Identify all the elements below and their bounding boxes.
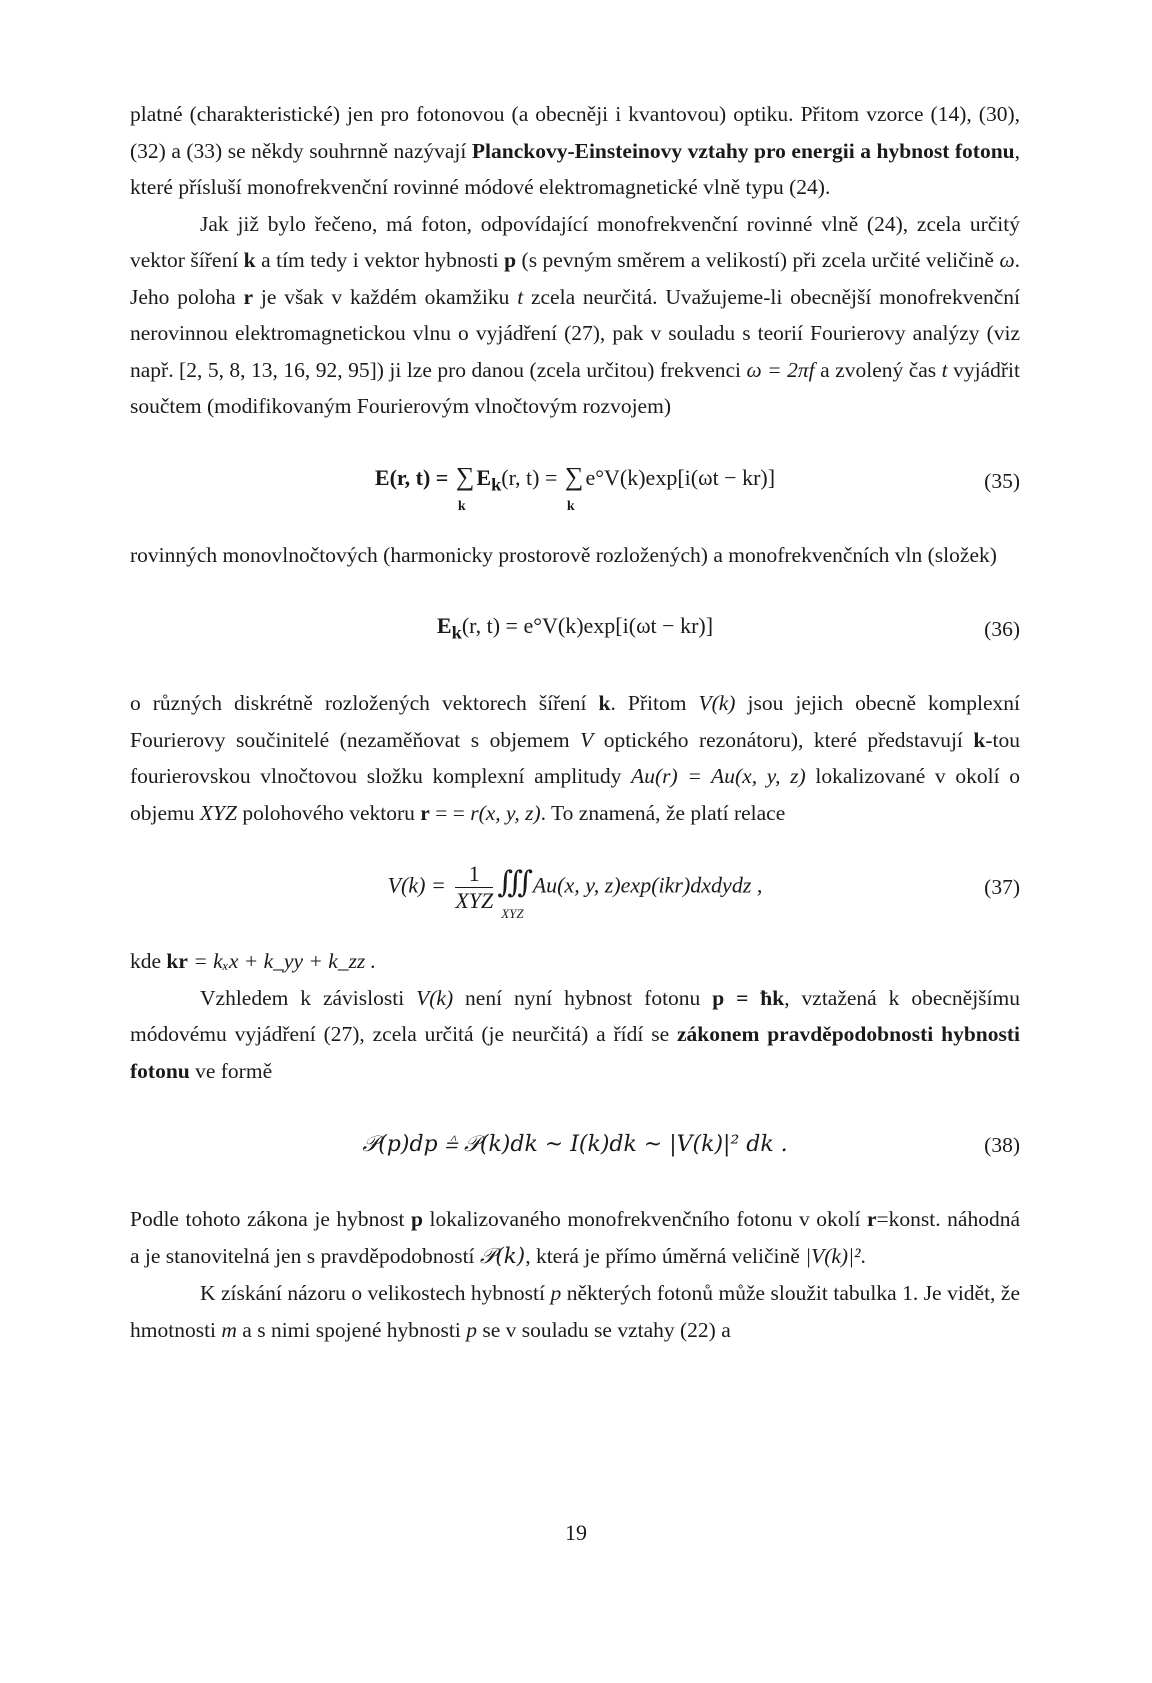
equation-body: [437, 608, 713, 651]
symbol: k: [973, 727, 986, 752]
text: , která je přímo úměrná veličině: [525, 1243, 806, 1268]
equation-38: [130, 1089, 1020, 1201]
integral-sign: ∭: [497, 866, 533, 900]
symbol: XYZ: [199, 800, 237, 825]
symbol: r: [243, 284, 254, 309]
text: a zvolený čas: [814, 357, 942, 382]
eq-sub: k: [491, 473, 502, 494]
text: . Přitom: [610, 691, 699, 715]
symbol: r: [867, 1207, 877, 1231]
paragraph-3: rovinných monovlnočtových (harmonicky prostorově rozložených) a monofrekvenčních vln (složek): [130, 542, 997, 567]
inline-formula: = kₓx + k_yy + k_zz .: [187, 949, 377, 973]
text: (s pevným směrem a velikostí) při zcela určité veličině: [516, 248, 1000, 272]
integral-domain: XYZ: [501, 906, 524, 922]
symbol: V: [580, 727, 594, 752]
text: . Jeho poloha: [130, 248, 1020, 309]
text: K získání názoru o velikostech hybností: [200, 1281, 551, 1305]
page-number: 19: [565, 1520, 587, 1545]
eq-rhs: e°V(k)exp[i(ωt − kr)]: [523, 612, 714, 638]
equation-number: (35): [984, 468, 1020, 493]
eq-lhs: V(k) =: [387, 872, 452, 898]
text: ve formě: [189, 1058, 273, 1083]
equation-36: [130, 573, 1020, 685]
equation-number: (38): [984, 1132, 1020, 1157]
text: , které přísluší monofrekvenční rovinné módové elektromagnetické vlně typu (24).: [130, 138, 1021, 199]
inline-formula: V(k): [698, 691, 736, 715]
text: zcela neurčitá. Uvažujeme-li obecnější monofrekvenční nerovinnou elektromagnetickou vlnu o vyjádření (27), pak v souladu s teorií Fourierovy analýzy (viz např. [2, 5, 8, 13, 16, 92, 95]) ji lze pro danou (zcela určitou) frekvenci: [130, 284, 1021, 382]
inline-formula: V(k): [416, 985, 454, 1010]
equation-35: [130, 425, 1020, 537]
symbol: r: [420, 800, 430, 825]
inline-formula: Au(r) = Au(x, y, z): [631, 764, 806, 788]
symbol: p: [466, 1317, 477, 1342]
eq-args: (r, t) =: [461, 612, 524, 638]
text: a tím tedy i vektor hybnosti: [255, 248, 505, 272]
text: kde: [130, 949, 167, 973]
eq-mid: E: [476, 464, 492, 490]
text: Vzhledem k závislosti: [200, 985, 417, 1010]
inline-formula: r(x, y, z): [470, 800, 541, 825]
symbol: m: [221, 1317, 237, 1342]
text: lokalizované v okolí o objemu: [130, 764, 1020, 825]
equation-number: (37): [984, 874, 1020, 899]
equation-37: [130, 831, 1020, 943]
triple-integral: [497, 866, 533, 922]
paragraph-6: [130, 980, 1020, 1090]
text: optického rezonátoru), které představují: [593, 727, 974, 752]
sum-sign: ∑ k: [565, 459, 584, 496]
equation-body: [387, 860, 763, 922]
equation-body: 𝒫(p)dp ≙ 𝒫(k)dk ~ I(k)dk ~ |V(k)|² dk .: [362, 1131, 788, 1157]
symbol: p: [550, 1281, 562, 1305]
text: polohového vektoru: [236, 800, 421, 825]
text: o různých diskrétně rozložených vektorech šíření: [130, 691, 599, 715]
equation-body: [374, 459, 776, 514]
inline-formula: p = ħk: [712, 985, 785, 1010]
sum-sign: ∑ k: [456, 459, 475, 496]
text: .: [860, 1243, 866, 1268]
text: se v souladu se vztahy (22) a: [477, 1317, 731, 1342]
text: , vztažená k obecnějšímu módovému vyjádření (27), zcela určitá (je neurčitá) a řídí se: [130, 985, 1020, 1046]
paragraph-2: [130, 206, 1020, 425]
fraction: [455, 861, 493, 914]
eq-lhs: E: [436, 612, 452, 638]
fraction-numerator: 1: [455, 861, 493, 888]
fraction-denominator: XYZ: [455, 887, 494, 913]
symbol: k: [243, 248, 256, 272]
text: . To znamená, že platí relace: [540, 800, 786, 825]
text: lokalizovaného monofrekvenčního fotonu v okolí: [423, 1207, 867, 1231]
inline-formula: ω = 2πf: [746, 357, 815, 382]
equation-number: (36): [984, 616, 1020, 641]
symbol: kr: [166, 949, 188, 973]
symbol: ω: [999, 248, 1015, 272]
eq-sub: k: [451, 621, 462, 642]
text: =konst. náhodná a je stanovitelná jen s pravděpodobností: [130, 1207, 1020, 1268]
paragraph-7: [130, 1201, 1020, 1275]
text: některých fotonů může sloužit tabulka 1. Je vidět, že hmotnosti: [130, 1281, 1020, 1342]
paragraph-5: [130, 943, 1020, 980]
paragraph-1: [130, 96, 1020, 206]
symbol: t: [517, 284, 524, 309]
eq-lhs: E(r, t) =: [374, 464, 454, 490]
text: je však v každém okamžiku: [253, 284, 518, 309]
paragraph-8: [130, 1275, 1020, 1348]
bold-term: Planckovy-Einsteinovy vztahy pro energii a hybnost fotonu: [471, 138, 1015, 163]
text: jsou jejich obecně komplexní Fourierovy součinitelé (nezaměňovat s objemem: [130, 691, 1020, 752]
text: vyjádřit součtem (modifikovaným Fourierovým vlnočtovým rozvojem): [130, 357, 1020, 418]
text: -tou fourierovskou vlnočtovou složku komplexní amplitudy: [130, 727, 1020, 788]
text: = =: [429, 800, 471, 825]
eq-rhs: e°V(k)exp[i(ωt − kr)]: [585, 464, 776, 490]
text: Podle tohoto zákona je hybnost: [130, 1207, 412, 1231]
text: platné (charakteristické) jen pro fotonovou (a obecněji i kvantovou) optiku. Přitom vzorce (14), (30), (32) a (33) se někdy souhrnně nazývají: [130, 102, 1020, 163]
page-content: [130, 96, 1020, 1348]
inline-formula: 𝒫(k): [479, 1243, 526, 1269]
symbol: k: [598, 691, 611, 715]
symbol: p: [411, 1207, 424, 1231]
text: není nyní hybnost fotonu: [453, 985, 713, 1010]
text: a s nimi spojené hybnosti: [236, 1317, 467, 1342]
symbol: p: [504, 248, 517, 272]
bold-term: zákonem pravděpodobnosti hybnosti fotonu: [130, 1022, 1020, 1083]
text: Jak již bylo řečeno, má foton, odpovídající monofrekvenční rovinné vlně (24), zcela určitý vektor šíření: [130, 211, 1020, 272]
paragraph-4: [130, 685, 1020, 831]
inline-formula: |V(k)|²: [805, 1243, 861, 1268]
sum-index: k: [457, 498, 466, 514]
symbol: t: [941, 357, 948, 382]
integrand: Au(x, y, z)exp(ikr)dxdydz ,: [532, 872, 763, 898]
sum-index: k: [566, 498, 575, 514]
eq-args: (r, t) =: [501, 464, 563, 490]
